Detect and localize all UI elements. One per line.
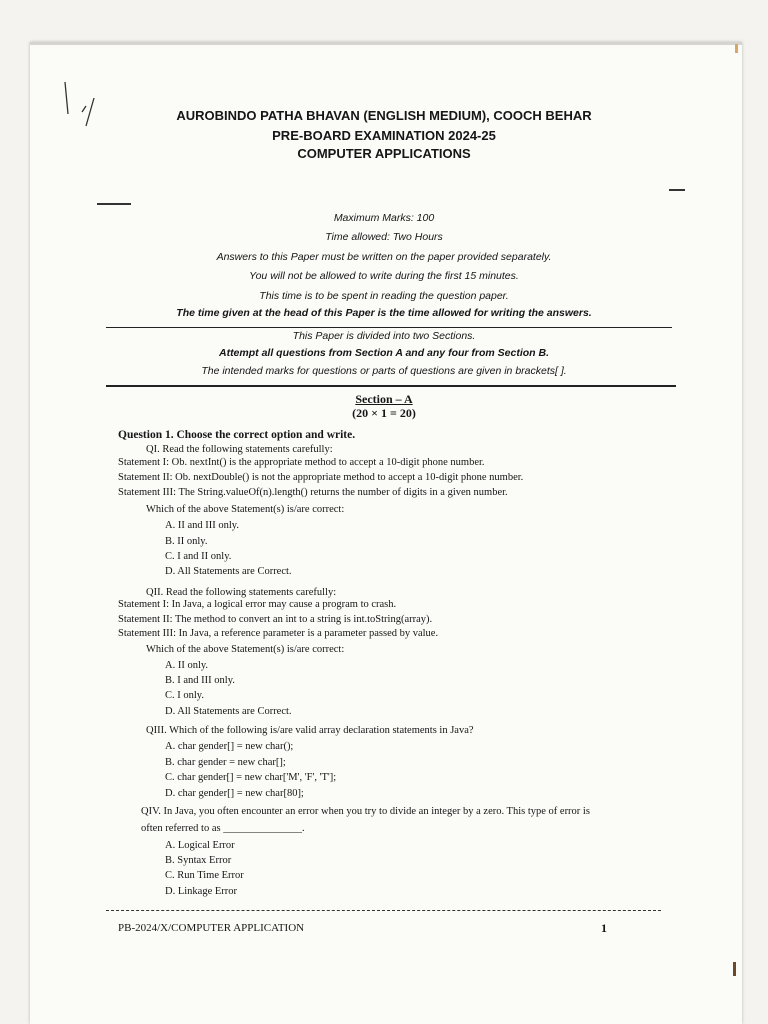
divider <box>106 327 672 328</box>
option: A. II only. <box>165 660 209 671</box>
time-allowed: Time allowed: Two Hours <box>325 231 443 243</box>
statement: Statement III: In Java, a reference parameter is a parameter passed by value. <box>118 628 439 639</box>
question-stem: QI. Read the following statements carefully: <box>146 444 333 455</box>
option: B. char gender = new char[]; <box>165 757 286 768</box>
option: D. Linkage Error <box>165 886 238 897</box>
option: D. All Statements are Correct. <box>165 566 292 577</box>
statement: Statement II: Ob. nextDouble() is not the appropriate method to accept a 10-digit phone number. <box>118 472 524 483</box>
statement: Statement I: Ob. nextInt() is the appropriate method to accept a 10-digit phone number. <box>118 457 485 468</box>
right-margin-dash <box>669 189 685 191</box>
instruction-line: You will not be allowed to write during the first 15 minutes. <box>249 270 519 282</box>
instruction-line: Attempt all questions from Section A and any four from Section B. <box>218 347 549 359</box>
question-stem: QIII. Which of the following is/are valid array declaration statements in Java? <box>146 725 474 736</box>
paper-top-edge <box>30 42 742 45</box>
statement: Statement II: The method to convert an int to a string is int.toString(array). <box>118 614 433 625</box>
question-stem: QII. Read the following statements carefully: <box>146 587 337 598</box>
option: B. Syntax Error <box>165 855 232 866</box>
option: D. All Statements are Correct. <box>165 706 292 717</box>
option: D. char gender[] = new char[80]; <box>165 788 304 799</box>
instruction-line: The time given at the head of this Paper is the time allowed for writing the answers. <box>176 307 592 319</box>
option: A. Logical Error <box>165 840 235 851</box>
option: A. II and III only. <box>165 520 239 531</box>
statement: Statement III: The String.valueOf(n).length() returns the number of digits in a given number. <box>118 487 508 498</box>
option: C. Run Time Error <box>165 870 244 881</box>
option: C. char gender[] = new char['M', 'F', 'T']; <box>165 772 337 783</box>
question-title: Question 1. Choose the correct option and write. <box>118 429 356 441</box>
question-stem-continued: often referred to as _______________. <box>141 823 305 834</box>
instruction-line: Answers to this Paper must be written on the paper provided separately. <box>216 251 552 263</box>
school-name: AUROBINDO PATHA BHAVAN (ENGLISH MEDIUM), COOCH BEHAR <box>176 108 592 123</box>
question-prompt: Which of the above Statement(s) is/are correct: <box>146 504 345 515</box>
section-title: Section – A <box>355 392 413 406</box>
section-marks: (20 × 1 = 20) <box>352 406 416 420</box>
option: A. char gender[] = new char(); <box>165 741 294 752</box>
exam-name: PRE-BOARD EXAMINATION 2024-25 <box>272 128 496 143</box>
left-margin-dash <box>97 203 131 205</box>
max-marks: Maximum Marks: 100 <box>333 212 435 224</box>
edge-stain <box>735 44 738 53</box>
question-stem: QIV. In Java, you often encounter an error when you try to divide an integer by a zero. This type of error is <box>141 806 590 817</box>
statement: Statement I: In Java, a logical error may cause a program to crash. <box>118 599 397 610</box>
divider <box>106 385 676 387</box>
footer-code: PB-2024/X/COMPUTER APPLICATION <box>118 922 305 934</box>
subject-title: COMPUTER APPLICATIONS <box>297 146 471 161</box>
edge-stain <box>733 962 736 976</box>
question-prompt: Which of the above Statement(s) is/are correct: <box>146 644 345 655</box>
exam-paper-sheet <box>30 42 742 1024</box>
instruction-line: This Paper is divided into two Sections. <box>292 330 476 342</box>
instruction-line: This time is to be spent in reading the question paper. <box>259 290 509 302</box>
option: B. I and III only. <box>165 675 235 686</box>
option: B. II only. <box>165 536 208 547</box>
instruction-line: The intended marks for questions or parts of questions are given in brackets[ ]. <box>201 365 567 377</box>
option: C. I and II only. <box>165 551 232 562</box>
footer-dashed-line <box>106 910 661 911</box>
page-number: 1 <box>601 921 607 935</box>
option: C. I only. <box>165 690 204 701</box>
